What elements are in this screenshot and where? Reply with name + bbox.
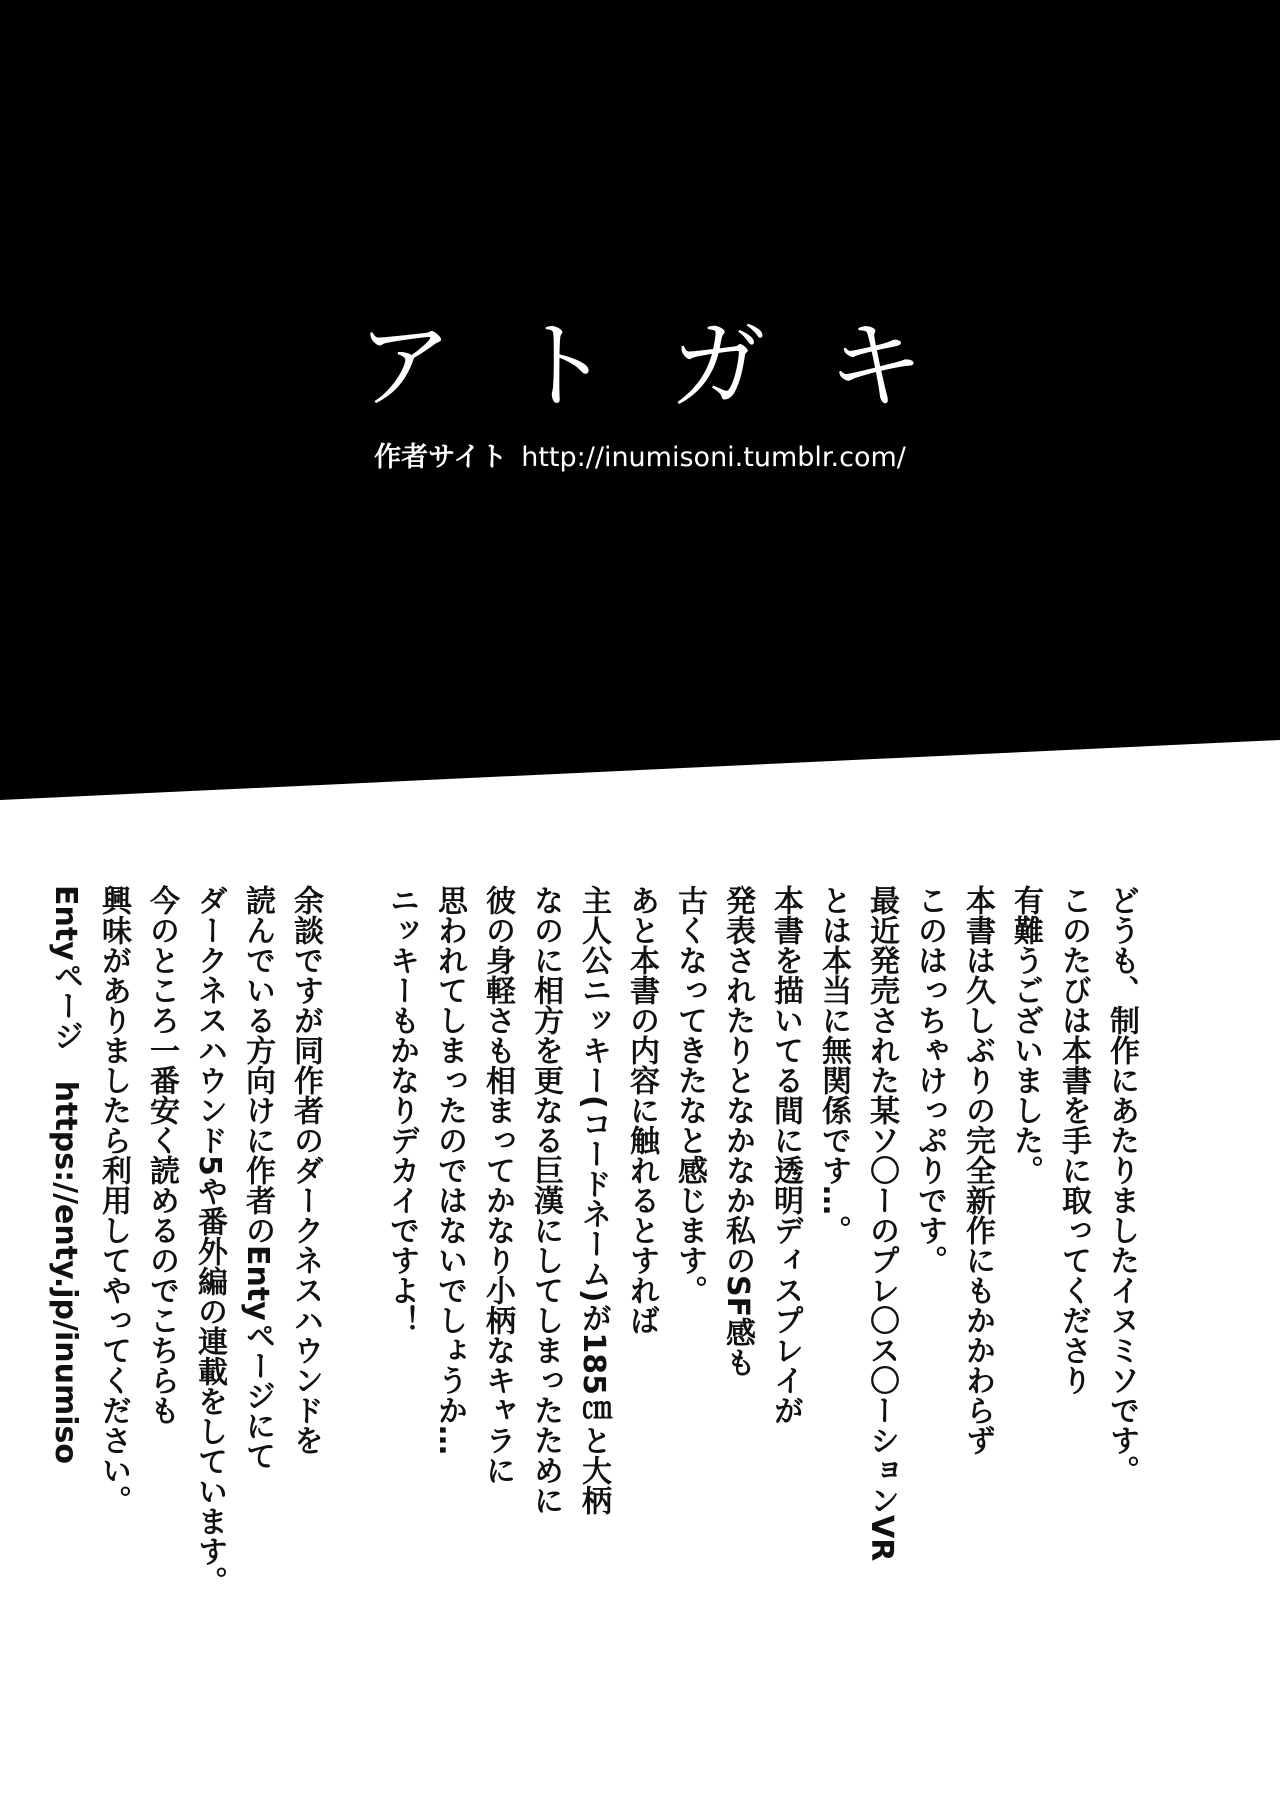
text-line: とは本当に無関係です…。 xyxy=(816,885,851,1245)
text-line: どうも、制作にあたりましたイヌミソです。 xyxy=(1104,885,1139,1485)
paragraph-aside xyxy=(41,885,329,1665)
text-line: 主人公ニッキー(コードネーム)が185㎝と大柄 xyxy=(576,885,611,1516)
text-line: 最近発売された某ソ〇ーのプレ〇ス〇ーションVR xyxy=(864,885,899,1562)
text-line: あと本書の内容に触れるとすれば xyxy=(624,885,659,1335)
text-line: 発表されたりとなかなか私のSF感も xyxy=(720,885,755,1378)
text-line: 思われてしまったのではないでしょうか… xyxy=(432,885,467,1455)
text-line: 読んでいる方向けに作者のEntyページにて xyxy=(240,885,275,1471)
text-line: 古くなってきたなと感じます。 xyxy=(672,885,707,1305)
author-site-label: 作者サイト xyxy=(374,442,508,473)
text-line: ニッキーもかなりデカイですよ！ xyxy=(384,885,419,1335)
text-line: 興味がありましたら利用してやってください。 xyxy=(96,885,131,1515)
text-line: 本書を描いてる間に透明ディスプレイが xyxy=(768,885,803,1425)
afterword-text xyxy=(41,885,1145,1665)
text-line: このはっちゃけっぷりです。 xyxy=(912,885,947,1275)
text-line: ダークネスハウンド5や番外編の連載をしています。 xyxy=(192,885,227,1596)
page-title: アトガキ xyxy=(356,310,986,422)
author-site-url[interactable]: http://inumisoni.tumblr.com/ xyxy=(521,442,906,473)
paragraph-main xyxy=(377,885,1145,1665)
text-line: 本書は久しぶりの完全新作にもかかわらず xyxy=(960,885,995,1455)
text-line: 今のところ一番安く読めるのでこちらも xyxy=(144,885,179,1425)
enty-link-line[interactable]: Entyページ https://enty.jp/inumiso xyxy=(48,885,83,1464)
text-line: なのに相方を更なる巨漢にしてしまったために xyxy=(528,885,563,1515)
text-line: 彼の身軽さも相まってかなり小柄なキャラに xyxy=(480,885,515,1485)
text-line: 有難うございました。 xyxy=(1008,885,1043,1185)
text-line: 余談ですが同作者のダークネスハウンドを xyxy=(288,885,323,1455)
author-site xyxy=(0,444,1280,471)
text-line: このたびは本書を手に取ってくださり xyxy=(1056,885,1091,1395)
